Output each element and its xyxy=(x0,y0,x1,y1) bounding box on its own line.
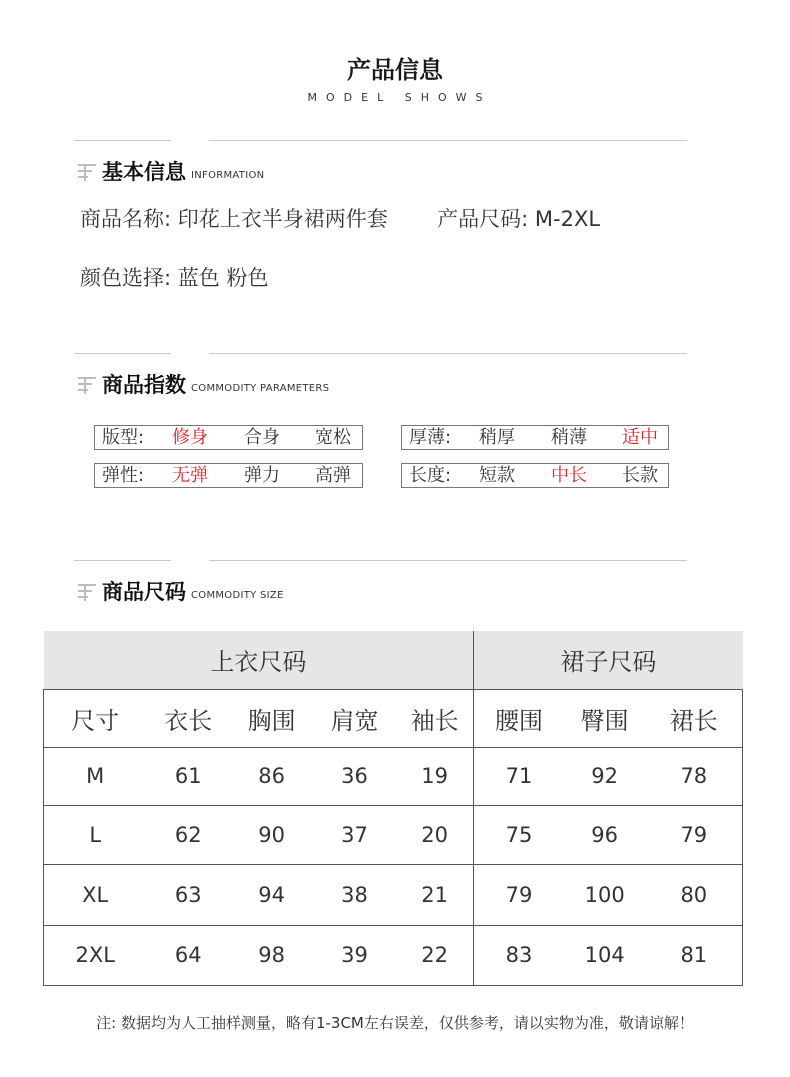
section-header-size xyxy=(76,575,284,605)
param-option: 适中 xyxy=(622,427,658,448)
info-row-name xyxy=(80,203,600,233)
table-cell: 94 xyxy=(230,864,313,925)
info-row-color xyxy=(80,262,268,292)
column-header: 臀围 xyxy=(564,689,646,747)
table-group-header xyxy=(44,631,743,689)
table-row xyxy=(44,747,743,805)
table-row xyxy=(44,864,743,925)
param-label: 版型: xyxy=(102,427,145,448)
param-label: 弹性: xyxy=(102,465,145,486)
table-cell: 2XL xyxy=(44,925,147,985)
table-cell: 75 xyxy=(474,805,564,864)
table-row xyxy=(44,925,743,985)
table-cell: 80 xyxy=(646,864,743,925)
table-cell: 39 xyxy=(313,925,396,985)
param-option: 长款 xyxy=(622,465,658,486)
measurement-note: 注: 数据均为人工抽样测量，略有1-3CM左右误差，仅供参考，请以实物为准，敬请谅解！ xyxy=(96,1014,694,1032)
table-cell: 86 xyxy=(230,747,313,805)
name-value: 印花上衣半身裙两件套 xyxy=(177,207,388,231)
param-option: 高弹 xyxy=(315,465,351,486)
table-cell: 81 xyxy=(646,925,743,985)
group-skirt-size: 裙子尺码 xyxy=(474,631,743,689)
divider-left xyxy=(74,353,171,354)
param-option: 无弹 xyxy=(172,465,208,486)
section-header-params xyxy=(76,368,329,398)
size-table xyxy=(43,631,743,986)
section-title: 商品尺码 xyxy=(102,580,186,604)
table-cell: 20 xyxy=(396,805,474,864)
table-cell: 90 xyxy=(230,805,313,864)
table-cell: 96 xyxy=(564,805,646,864)
param-label: 厚薄: xyxy=(409,427,452,448)
section-subtitle: COMMODITY PARAMETERS xyxy=(191,383,330,394)
page-subtitle: MODEL SHOWS xyxy=(307,91,492,104)
size-value: M-2XL xyxy=(534,207,601,231)
table-cell: 79 xyxy=(474,864,564,925)
table-cell: 19 xyxy=(396,747,474,805)
table-cell: 63 xyxy=(146,864,230,925)
divider-right xyxy=(209,560,687,561)
table-cell: 21 xyxy=(396,864,474,925)
table-cell: 62 xyxy=(146,805,230,864)
size-label: 产品尺码: xyxy=(437,207,529,231)
table-cell: 36 xyxy=(313,747,396,805)
table-cell: 64 xyxy=(146,925,230,985)
param-thickness xyxy=(401,425,669,450)
table-cell: 79 xyxy=(646,805,743,864)
column-header: 尺寸 xyxy=(44,689,147,747)
page-title: 产品信息 xyxy=(347,56,443,84)
column-header: 腰围 xyxy=(474,689,564,747)
table-cell: 98 xyxy=(230,925,313,985)
divider-left xyxy=(74,560,171,561)
table-cell: 22 xyxy=(396,925,474,985)
param-option: 修身 xyxy=(172,427,208,448)
param-option: 合身 xyxy=(244,427,280,448)
table-cell: 38 xyxy=(313,864,396,925)
name-label: 商品名称: xyxy=(80,207,172,231)
table-cell: 104 xyxy=(564,925,646,985)
table-cell: 71 xyxy=(474,747,564,805)
section-subtitle: INFORMATION xyxy=(191,170,265,181)
param-elasticity xyxy=(94,463,363,488)
param-option: 短款 xyxy=(479,465,515,486)
table-cell: 92 xyxy=(564,747,646,805)
table-cell: 78 xyxy=(646,747,743,805)
table-column-header xyxy=(44,689,743,747)
table-cell: XL xyxy=(44,864,147,925)
section-header-info xyxy=(76,155,264,185)
param-option: 稍厚 xyxy=(479,427,515,448)
section-subtitle: COMMODITY SIZE xyxy=(191,590,284,601)
table-cell: 83 xyxy=(474,925,564,985)
param-option: 弹力 xyxy=(244,465,280,486)
divider-right xyxy=(209,353,687,354)
section-icon xyxy=(76,161,98,183)
table-cell: M xyxy=(44,747,147,805)
table-cell: 100 xyxy=(564,864,646,925)
table-cell: 37 xyxy=(313,805,396,864)
section-title: 基本信息 xyxy=(102,160,186,184)
color-value: 蓝色 粉色 xyxy=(177,266,269,290)
param-option: 中长 xyxy=(551,465,587,486)
param-option: 宽松 xyxy=(315,427,351,448)
divider-right xyxy=(209,140,687,141)
table-cell: 61 xyxy=(146,747,230,805)
table-cell: L xyxy=(44,805,147,864)
column-header: 胸围 xyxy=(230,689,313,747)
color-label: 颜色选择: xyxy=(80,266,172,290)
section-icon xyxy=(76,581,98,603)
column-header: 袖长 xyxy=(396,689,474,747)
param-length xyxy=(401,463,669,488)
section-icon xyxy=(76,374,98,396)
param-label: 长度: xyxy=(409,465,452,486)
group-top-size: 上衣尺码 xyxy=(44,631,474,689)
param-option: 稍薄 xyxy=(551,427,587,448)
column-header: 衣长 xyxy=(146,689,230,747)
column-header: 肩宽 xyxy=(313,689,396,747)
section-title: 商品指数 xyxy=(102,373,186,397)
divider-left xyxy=(74,140,171,141)
table-row xyxy=(44,805,743,864)
param-fit xyxy=(94,425,363,450)
column-header: 裙长 xyxy=(646,689,743,747)
